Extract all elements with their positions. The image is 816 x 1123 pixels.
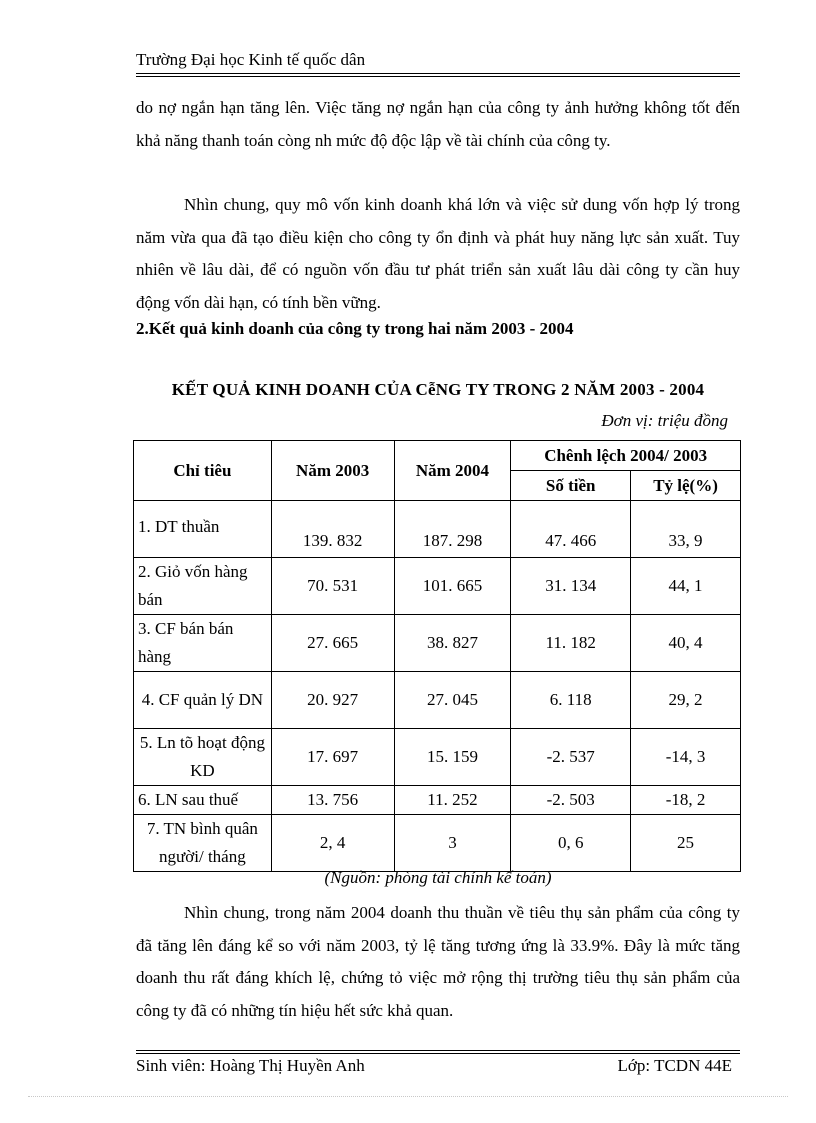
cell-amount: -2. 537 <box>511 729 631 786</box>
cell-ratio: 29, 2 <box>631 672 741 729</box>
table-row <box>134 672 741 729</box>
cell-indicator: 4. CF quản lý DN <box>134 672 272 729</box>
cell-ratio: -18, 2 <box>631 786 741 815</box>
cell-2004: 187. 298 <box>394 501 511 558</box>
unit-label: Đơn vị: triệu đồng <box>601 411 728 430</box>
cell-2003: 13. 756 <box>271 786 394 815</box>
cell-2003: 20. 927 <box>271 672 394 729</box>
cell-amount: 47. 466 <box>511 501 631 558</box>
footer-rule-2 <box>136 1053 740 1054</box>
header-rule-1 <box>136 73 740 74</box>
paragraph-1: do nợ ngắn hạn tăng lên. Việc tăng nợ ngắn hạn của công ty ảnh hưởng không tốt đến khả năng thanh toán còng nh mức độ độc lập về tài chính của công ty. <box>136 98 740 150</box>
cell-amount: 0, 6 <box>511 815 631 872</box>
cell-2003: 2, 4 <box>271 815 394 872</box>
cell-2003: 139. 832 <box>271 501 394 558</box>
cell-indicator: 7. TN bình quân người/ tháng <box>134 815 272 872</box>
table-title: KẾT QUẢ KINH DOANH CỦA CễNG TY TRONG 2 NĂM 2003 - 2004 <box>171 380 705 399</box>
table-row <box>134 558 741 615</box>
cell-amount: 11. 182 <box>511 615 631 672</box>
cell-amount: 6. 118 <box>511 672 631 729</box>
header-school: Trường Đại học Kinh tế quốc dân <box>136 50 366 69</box>
footer-student: Sinh viên: Hoàng Thị Huyền Anh <box>136 1056 365 1075</box>
cell-indicator: 1. DT thuần <box>134 501 272 558</box>
table-row <box>134 729 741 786</box>
cell-2003: 17. 697 <box>271 729 394 786</box>
cell-2003: 27. 665 <box>271 615 394 672</box>
cell-2004: 38. 827 <box>394 615 511 672</box>
source-note: (Nguồn: phòng tài chính kế toán) <box>324 868 552 887</box>
cell-amount: 31. 134 <box>511 558 631 615</box>
cell-2004: 15. 159 <box>394 729 511 786</box>
cell-ratio: 44, 1 <box>631 558 741 615</box>
header-indicator: Chỉ tiêu <box>134 441 272 501</box>
header-amount: Số tiền <box>511 471 631 501</box>
table-row <box>134 501 741 558</box>
paragraph-2: Nhìn chung, quy mô vốn kinh doanh khá lớn và việc sử dung vốn hợp lý trong năm vừa qua đã tạo điều kiện cho công ty ổn định và phát huy năng lực sản xuất. Tuy nhiên về lâu dài, để có nguồn vốn đầu tư phát triển sản xuất lâu dài công ty cần huy động vốn dài hạn, có tính bền vững. <box>136 195 740 312</box>
cell-ratio: -14, 3 <box>631 729 741 786</box>
table-row <box>134 786 741 815</box>
header-year-2003: Năm 2003 <box>271 441 394 501</box>
cell-indicator: 5. Ln tõ hoạt động KD <box>134 729 272 786</box>
results-table <box>133 440 741 872</box>
header-rule-2 <box>136 76 740 77</box>
cell-ratio: 40, 4 <box>631 615 741 672</box>
cell-indicator: 2. Giỏ vốn hàng bán <box>134 558 272 615</box>
table-row <box>134 615 741 672</box>
cell-indicator: 6. LN sau thuế <box>134 786 272 815</box>
header-difference: Chênh lệch 2004/ 2003 <box>511 441 741 471</box>
section-heading: 2.Kết quả kinh doanh của công ty trong hai năm 2003 - 2004 <box>136 319 574 338</box>
footer-rule-1 <box>136 1050 740 1051</box>
cell-indicator: 3. CF bán bán hàng <box>134 615 272 672</box>
cell-2003: 70. 531 <box>271 558 394 615</box>
page-bottom-dotted-line <box>28 1096 788 1097</box>
paragraph-3: Nhìn chung, trong năm 2004 doanh thu thuần về tiêu thụ sản phẩm của công ty đã tăng lên đáng kể so với năm 2003, tỷ lệ tăng tương ứng là 33.9%. Đây là mức tăng doanh thu rất đáng khích lệ, chứng tỏ việc mở rộng thị trường tiêu thụ sản phẩm của công ty đã có những tín hiệu hết sức khả quan. <box>136 903 740 1020</box>
cell-ratio: 33, 9 <box>631 501 741 558</box>
cell-2004: 101. 665 <box>394 558 511 615</box>
cell-ratio: 25 <box>631 815 741 872</box>
cell-2004: 11. 252 <box>394 786 511 815</box>
footer-class: Lớp: TCDN 44E <box>617 1056 732 1075</box>
header-year-2004: Năm 2004 <box>394 441 511 501</box>
table-row <box>134 815 741 872</box>
cell-2004: 3 <box>394 815 511 872</box>
header-ratio: Tỷ lệ(%) <box>631 471 741 501</box>
cell-2004: 27. 045 <box>394 672 511 729</box>
cell-amount: -2. 503 <box>511 786 631 815</box>
